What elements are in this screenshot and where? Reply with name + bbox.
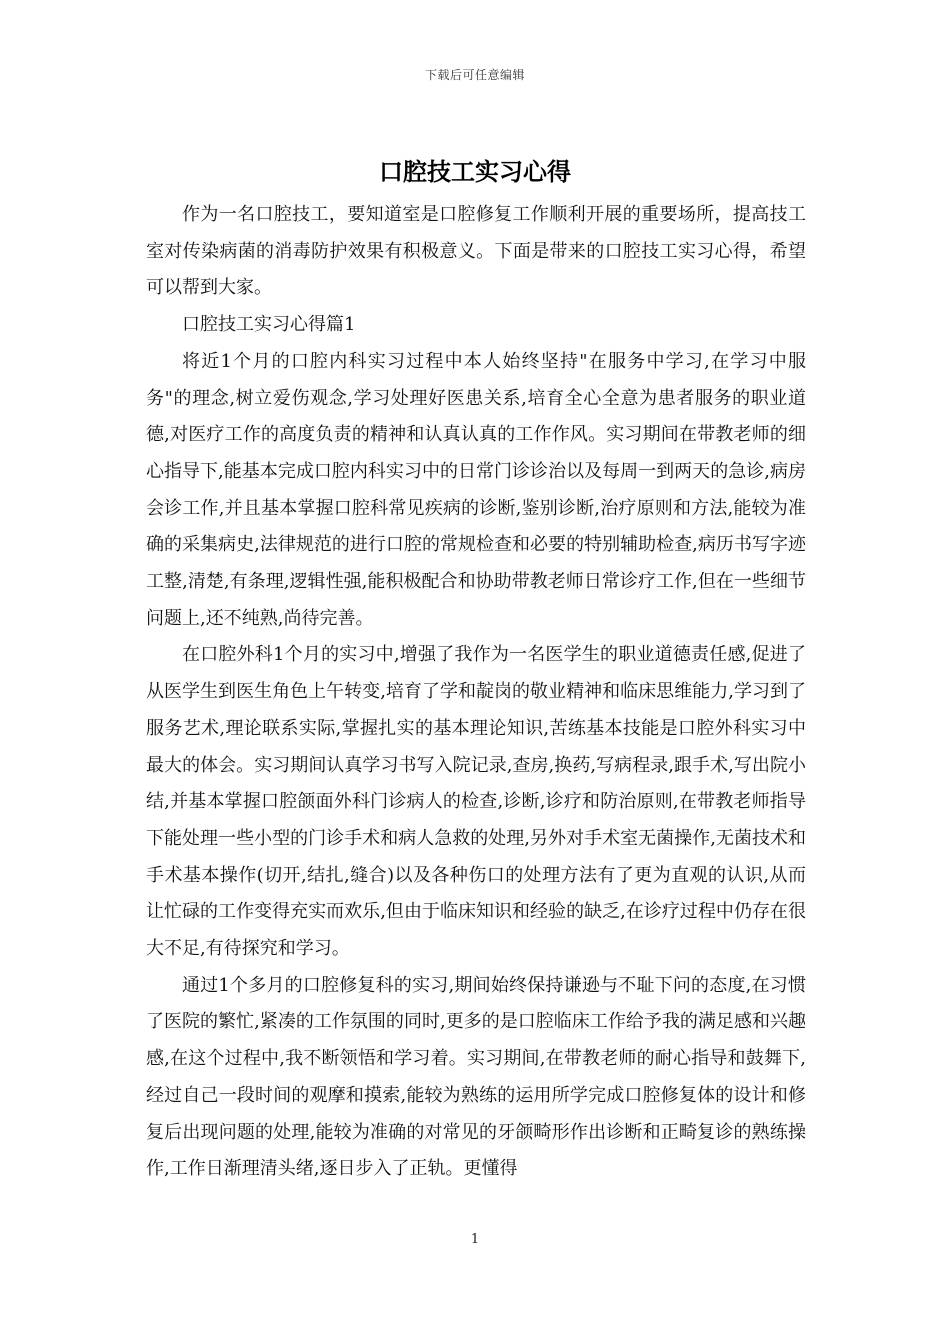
page-header-note: 下载后可任意编辑 [424,68,525,82]
body-paragraph: 在口腔外科1个月的实习中,增强了我作为一名医学生的职业道德责任感,促进了从医学生到医生角色上午转变,培育了学和靛岗的敬业精神和临床思维能力,学习到了服务艺术,理论联系实际,掌握扎实的基本理论知识,苦练基本技能是口腔外科实习中最大的体会。实习期间认真学习书写入院记录,查房,换药,写病程录,跟手术,写出院小结,并基本掌握口腔颌面外科门诊病人的检查,诊断,诊疗和防治原则,在带教老师指导下能处理一些小型的门诊手术和病人急救的处理,另外对手术室无菌操作,无菌技术和手术基本操作(切开,结扎,缝合)以及各种伤口的处理方法有了更为直观的认识,从而让忙碌的工作变得充实而欢乐,但由于临床知识和经验的缺乏,在诊疗过程中仍存在很大不足,有待探究和学习。 [146,644,806,960]
intro-paragraph: 作为一名口腔技工，要知道室是口腔修复工作顺利开展的重要场所，提高技工室对传染病菌的消毒防护效果有积极意义。下面是带来的口腔技工实习心得，希望可以帮到大家。 [146,204,806,299]
body-paragraph: 通过1个多月的口腔修复科的实习,期间始终保持谦逊与不耻下问的态度,在习惯了医院的繁忙,紧凑的工作氛围的同时,更多的是口腔临床工作给予我的满足感和兴趣感,在这个过程中,我不断领悟和学习着。实习期间,在带教老师的耐心指导和鼓舞下,经过自己一段时间的观摩和摸索,能较为熟练的运用所学完成口腔修复体的设计和修复后出现问题的处理,能较为准确的对常见的牙颌畸形作出诊断和正畸复诊的熟练操作,工作日渐理清头绪,逐日步入了正轨。更懂得 [146,974,806,1180]
body-paragraph: 将近1个月的口腔内科实习过程中本人始终坚持"在服务中学习,在学习中服务"的理念,树立爱伤观念,学习处理好医患关系,培育全心全意为患者服务的职业道德,对医疗工作的高度负责的精神和认真认真的工作作风。实习期间在带教老师的细心指导下,能基本完成口腔内科实习中的日常门诊诊治以及每周一到两天的急诊,病房会诊工作,并且基本掌握口腔科常见疾病的诊断,鉴别诊断,治疗原则和方法,能较为准确的采集病史,法律规范的进行口腔的常规检查和必要的特别辅助检查,病历书写字迹工整,清楚,有条理,逻辑性强,能积极配合和协助带教老师日常诊疗工作,但在一些细节问题上,还不纯熟,尚待完善。 [146,350,806,629]
document-body [146,197,806,1188]
section-heading: 口腔技工实习心得篇1 [182,314,356,336]
page-number: 1 [470,1232,480,1247]
document-title: 口腔技工实习心得 [379,158,571,186]
